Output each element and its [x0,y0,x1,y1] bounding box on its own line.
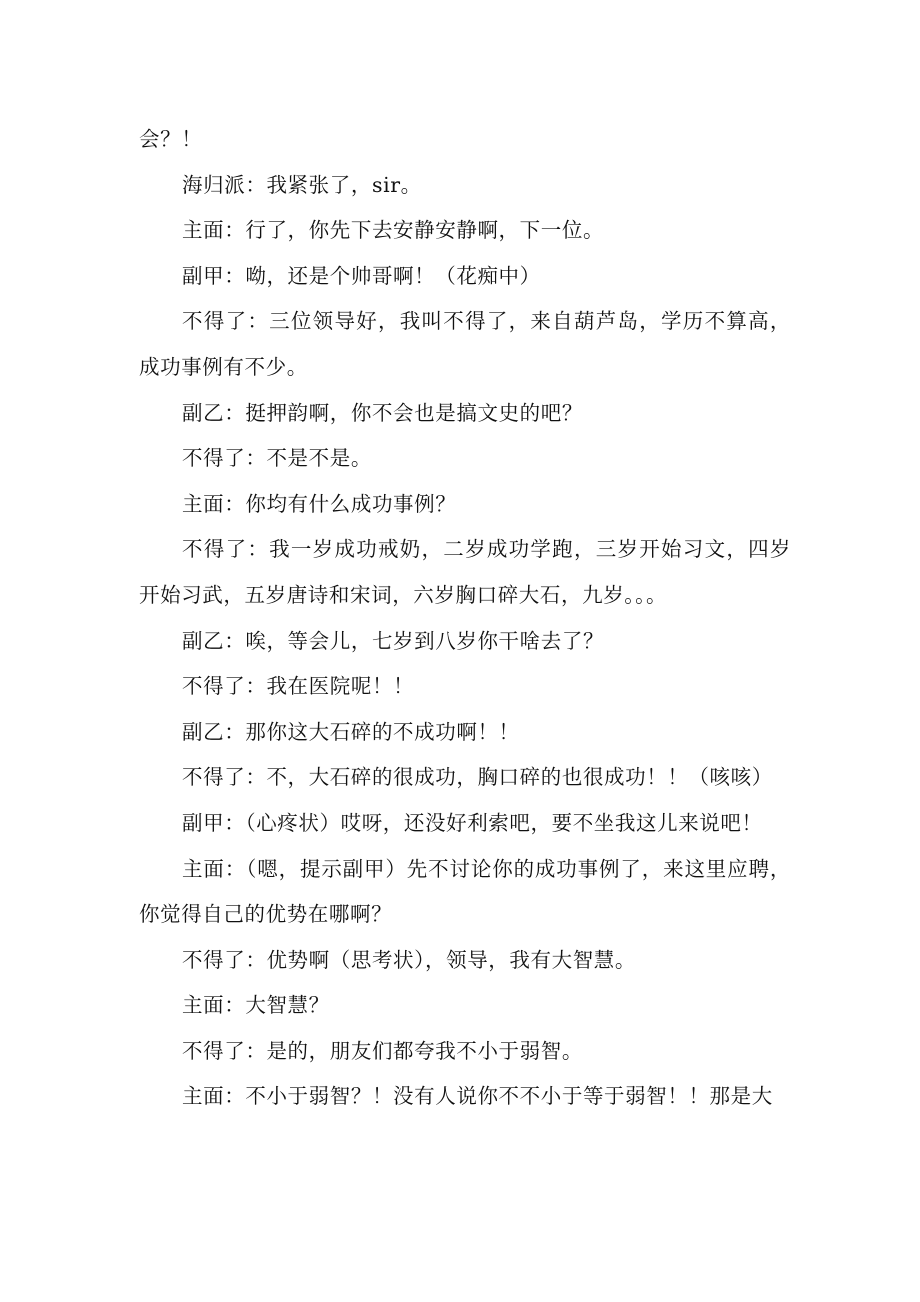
paragraph: 不得了：我一岁成功戒奶，二岁成功学跑，三岁开始习文，四岁开始习武，五岁唐诗和宋词，六岁胸口碎大石，九岁。。。 [139,537,791,607]
paragraph: 不得了：优势啊（思考状），领导，我有大智慧。 [182,947,636,972]
paragraph: 海归派：我紧张了，sir。 [182,172,422,197]
paragraph: 主面：行了，你先下去安静安静啊，下一位。 [182,218,605,243]
paragraph: 主面：不小于弱智？！没有人说你不不小于等于弱智！！那是大 [182,1084,773,1109]
paragraph: 副乙：挺押韵啊，你不会也是搞文史的吧？ [182,400,583,425]
paragraph: 不得了：不，大石碎的很成功，胸口碎的也很成功！！（咳咳） [182,765,773,790]
paragraph: 不得了：不是不是。 [182,446,372,471]
paragraph: 主面：你均有什么成功事例？ [182,491,457,516]
paragraph: 副乙：那你这大石碎的不成功啊！！ [182,719,520,744]
paragraph: 副乙：唉，等会儿，七岁到八岁你干啥去了？ [182,628,605,653]
paragraph: 不得了：是的，朋友们都夸我不小于弱智。 [182,1038,583,1063]
document-body [139,117,791,1120]
paragraph: 不得了：三位领导好，我叫不得了，来自葫芦岛，学历不算高，成功事例有不少。 [139,309,791,379]
paragraph: 主面：（嗯，提示副甲）先不讨论你的成功事例了，来这里应聘，你觉得自己的优势在哪啊？ [139,856,791,927]
paragraph: 主面：大智慧？ [182,993,330,1018]
paragraph: 会？！ [139,127,203,151]
paragraph: 不得了：我在医院呢！！ [182,674,415,699]
paragraph: 副甲：（心疼状）哎呀，还没好利索吧，要不坐我这儿来说吧！ [182,810,763,835]
paragraph: 副甲：呦，还是个帅哥啊！（花痴中） [182,263,541,288]
